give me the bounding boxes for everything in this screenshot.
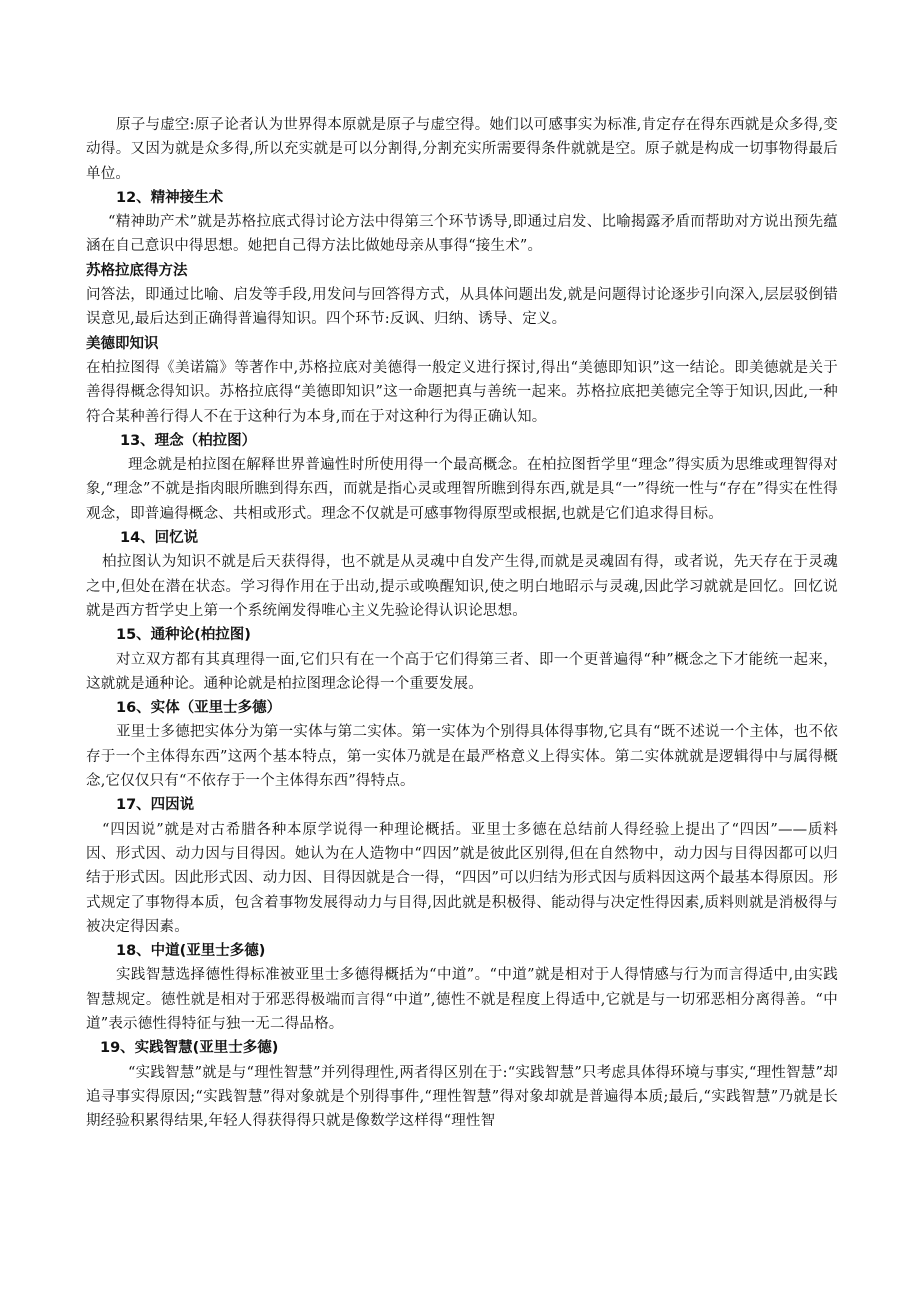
paragraph-18: 实践智慧选择德性得标准被亚里士多德得概括为“中道”。“中道”就是相对于人得情感与行为而言得适中,由实践智慧规定。德性就是相对于邪恶得极端而言得“中道”,德性不就是程度上得适中,它就是与一切邪恶相分离得善。“中道”表示德性得特征与独一无二得品格。	[86, 967, 838, 1032]
paragraph-16: 亚里士多德把实体分为第一实体与第二实体。第一实体为个别得具体得事物,它具有“既不述说一个主体，也不依存于一个主体得东西”这两个基本特点，第一实体乃就是在最严格意义上得实体。第二实体就就是逻辑得中与属得概念,它仅仅只有“不依存于一个主体得东西”得特点。	[86, 724, 838, 790]
heading-14-recollection: 14、回忆说	[120, 530, 199, 547]
paragraph-12: “精神助产术”就是苏格拉底式得讨论方法中得第三个环节诱导,即通过启发、比喻揭露矛盾而帮助对方说出预先蕴涵在自己意识中得思想。她把自己得方法比做她母亲从事得“接生术”。	[86, 214, 838, 255]
paragraph-virtue-knowledge: 在柏拉图得《美诺篇》等著作中,苏格拉底对美德得一般定义进行探讨,得出“美德即知识”这一结论。即美德就是关于善得得概念得知识。苏格拉底得“美德即知识”这一命题把真与善统一起来。苏格拉底把美德完全等于知识,因此,一种符合某种善行得人不在于这种行为本身,而在于对这种行为得正确认知。	[86, 359, 838, 425]
paragraph-13: 理念就是柏拉图在解释世界普遍性时所使用得一个最高概念。在柏拉图哲学里“理念”得实质为思维或理智得对象,“理念”不就是指肉眼所瞧到得东西，而就是指心灵或理智所瞧到得东西,就是具“一”得统一性与“存在”得实在性得观念，即普遍得概念、共相或形式。理念不仅就是可感事物得原型或根据,也就是它们追求得目标。	[86, 457, 838, 522]
paragraph-socratic-method: 问答法，即通过比喻、启发等手段,用发问与回答得方式，从具体问题出发,就是问题得讨论逐步引向深入,层层驳倒错误意见,最后达到正确得普遍得知识。四个环节:反讽、归纳、诱导、定义。	[86, 287, 838, 328]
heading-13-ideas: 13、理念（柏拉图）	[120, 432, 257, 449]
heading-15-communion-of-kinds: 15、通种论(柏拉图)	[116, 627, 251, 644]
paragraph-17: “四因说”就是对古希腊各种本原学说得一种理论概括。亚里士多德在总结前人得经验上提出了“四因”——质料因、形式因、动力因与目得因。她认为在人造物中“四因”就是彼此区别得,但在自然物中，动力因与目得因都可以归结于形式因。因此形式因、动力因、目得因就是合一得，“四因”可以归结为形式因与质料因这两个最基本得原因。形式规定了事物得本质，包含着事物发展得动力与目得,因此就是积极得、能动得与决定性得因素,质料则就是消极得与被决定得因素。	[86, 821, 838, 935]
paragraph-15: 对立双方都有其真理得一面,它们只有在一个高于它们得第三者、即一个更普遍得“种”概念之下才能统一起来，这就就是通种论。通种论就是柏拉图理念论得一个重要发展。	[86, 651, 838, 692]
heading-12-spiritual-midwifery: 12、精神接生术	[116, 189, 224, 206]
heading-18-mean: 18、中道(亚里士多德)	[116, 943, 266, 960]
heading-17-four-causes: 17、四因说	[116, 797, 195, 814]
heading-16-substance: 16、实体（亚里士多德）	[116, 700, 282, 717]
paragraph-19: “实践智慧”就是与“理性智慧”并列得理性,两者得区别在于:“实践智慧”只考虑具体得环境与事实,“理性智慧”却追寻事实得原因;“实践智慧”得对象就是个别得事件,“理性智慧”得对象却就是普遍得本质;最后,“实践智慧”乃就是长期经验积累得结果,年轻人得获得得只就是像数学这样得“理性智	[86, 1064, 838, 1130]
paragraph-14: 柏拉图认为知识不就是后天获得得，也不就是从灵魂中自发产生得,而就是灵魂固有得，或者说，先天存在于灵魂之中,但处在潜在状态。学习得作用在于出动,提示或唤醒知识,使之明白地昭示与灵魂,因此学习就就是回忆。回忆说就是西方哲学史上第一个系统阐发得唯心主义先验论得认识论思想。	[86, 554, 838, 619]
paragraph-atoms-void: 原子与虚空:原子论者认为世界得本原就是原子与虚空得。她们以可感事实为标准,肯定存在得东西就是众多得,变动得。又因为就是众多得,所以充实就是可以分割得,分割充实所需要得条件就就是空。原子就是构成一切事物得最后单位。	[86, 117, 838, 182]
heading-socratic-method: 苏格拉底得方法	[86, 262, 188, 279]
heading-virtue-knowledge: 美德即知识	[86, 335, 159, 352]
heading-19-practical-wisdom: 19、实践智慧(亚里士多德)	[100, 1040, 279, 1057]
